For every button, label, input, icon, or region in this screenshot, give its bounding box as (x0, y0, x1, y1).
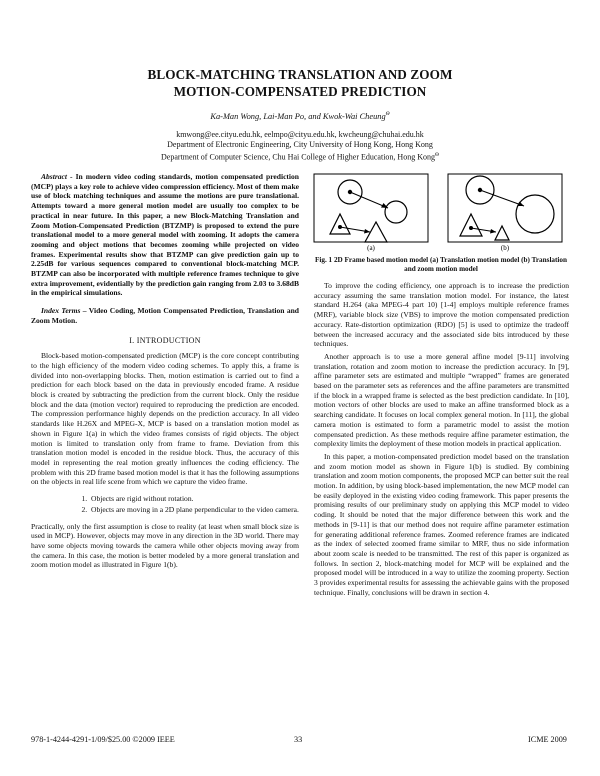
figure-panel-b (448, 174, 562, 252)
index-terms-text: – Video Coding, Motion Compensated Prediction, Translation and Zoom Motion. (31, 306, 299, 325)
footer-conference: ICME 2009 (528, 735, 567, 744)
figure-panel-a (314, 174, 428, 252)
affiliation-2-superscript: Θ (434, 152, 439, 159)
author-names: Ka-Man Wong, Lai-Man Po, and Kwok-Wai Cheung (210, 111, 386, 121)
list-item: 2. Objects are moving in a 2D plane perpendicular to the video camera. (89, 505, 299, 515)
triangle-object-icon (330, 214, 350, 234)
motion-arrow-icon (480, 190, 524, 206)
right-paragraph-2: Another approach is to use a more general affine model [9-11] involving translation, rotation and zoom motion to increase the prediction accuracy. In [9], affine parameter sets are estimated and multiple “wrapped” frames are generated based on the parameter sets as references and the affine parameters are transmitted if the block in a wrapped frame is selected as the best prediction candidate. In [10], motion vectors of other blocks are used to make an affine transformed block as a searching candidate. It focuses on local complex general motion. In [11], the global camera motion is estimated to form a parametric model to assist the motion compensated prediction. As these methods require affine parameter estimation, the complexity limits the deployment of these motion models in practical application. (314, 351, 569, 449)
affiliations (0, 130, 600, 163)
figure-label-a: (a) (367, 244, 375, 252)
figure-caption: Fig. 1 2D Frame based motion model (a) Translation motion model (b) Translation and zoom motion model (314, 256, 568, 273)
title-line-2: MOTION-COMPENSATED PREDICTION (173, 84, 427, 99)
right-column (314, 281, 569, 598)
section-title-cap: I (136, 335, 140, 345)
abstract-heading: Abstract (41, 172, 67, 181)
abstract (31, 172, 299, 298)
left-column (31, 172, 299, 570)
zoomed-circle-object-icon (516, 195, 554, 233)
paper-title (0, 66, 600, 100)
circle-object-icon (385, 201, 407, 223)
author-list (0, 111, 600, 121)
intro-paragraph-2: Practically, only the first assumption is close to reality (at least when small block size is used in MCP). However, objects may move in any direction in the 3D world. There may have some objects moving towards the camera while other objects moving away from the camera. In this case, the motion is better modeled by a more general translation and zoom motion model as illustrated in Figure 1(b). (31, 521, 299, 570)
figure-1-motion-models (310, 170, 572, 252)
affiliation-2 (0, 150, 600, 163)
figure-label-b: (b) (500, 244, 510, 252)
shrunk-triangle-object-icon (495, 226, 509, 240)
title-line-1: BLOCK-MATCHING TRANSLATION AND ZOOM (147, 67, 453, 82)
section-heading-introduction (31, 336, 299, 346)
author-superscript: Θ (385, 111, 390, 117)
triangle-object-icon (460, 214, 482, 236)
section-title-rest: NTRODUCTION (139, 335, 201, 345)
section-numeral: I. (129, 335, 135, 345)
index-terms (31, 306, 299, 325)
affiliation-1: Department of Electronic Engineering, City University of Hong Kong, Hong Kong (167, 140, 433, 150)
arrowhead-icon (364, 229, 370, 234)
abstract-text: - In modern video coding standards, motion compensated prediction (MCP) plays a key role to achieve video compression efficiency. Most of them make use of block matching techniques and assume the motions are pure translational. Attempts toward a more general motion model are usually too complex to be practical in near future. In this paper, a new Block-Matching Translation and Zoom Motion-Compensated Prediction (BTZMP) is proposed to extend the pure translational model to a more general model with zooming. It adopts the camera zooming and object motions that becomes zooming while projected on video frames. Experimental results show that BTZMP can give prediction gain up to 2.25dB for various sequences compared to conventional block-matching MCP. BTZMP can also be incorporated with multiple reference frames technique to give extra improvement, evidentially by the prediction gain ranging from 2.03 to 3.68dB in the empirical simulations. (31, 172, 299, 298)
footer-isbn: 978-1-4244-4291-1/09/$25.00 ©2009 IEEE (31, 735, 175, 744)
page-number: 33 (294, 735, 303, 744)
right-paragraph-1: To improve the coding efficiency, one approach is to increase the prediction accuracy assuming the same translation motion model. For instance, the latest standard H.264 (aka MPEG-4 part 10) [1-4] employs multiple reference frames (MRF), variable block size (VBS) to improve the motion compensated prediction accuracy. Rate-distortion optimization (RDO) [5] is used to optimize the tradeoff between the increased accuracy and the associated side bits introduced by these techniques. (314, 281, 569, 349)
right-paragraph-3: In this paper, a motion-compensated prediction model based on the translation and zoom motion model as shown in Figure 1(b) is studied. By combining translation and zoom motion components, the proposed MCP can better suit the real motion. In addition, by using block-based implementation, the new MCP model can be easily deployed in the existing video coding framework. This paper presents the promising results of our preliminary study on applying this MCP model to video coding. It should be noted that the major difference between this work and the methods in [9-11] is that our method does not require affine parameter estimation for generating additional reference frames. Zoomed reference frames are indicated as the index of selected zoomed frame similar to MRF, thus no side information about zoom scale is needed to be transmitted. The rest of this paper is organized as follows. In section 2, block-matching model for MCP will be explained and the proposed model will be introduced in a way to utilize the zooming property. Section 3 provides experimental results for assessing the achievable gains with the proposed technique. Finally, conclusions will be drawn in section 4. (314, 451, 569, 597)
index-terms-heading: Index Terms (41, 306, 81, 316)
author-emails: kmwong@ee.cityu.edu.hk, eelmpo@cityu.edu.hk, kwcheung@chuhai.edu.hk (176, 130, 424, 139)
arrowhead-icon (490, 229, 496, 234)
intro-paragraph-1: Block-based motion-compensated prediction (MCP) is the core concept contributing to the high efficiency of the modern video coding schemes. To apply this, a frame is divided into non-overlapping blocks. Then, motion estimation is carried out to find a prediction for each block based on the data in previously encoded frame. A residue block is created by subtracting the prediction from the current block. Only the residue block and the data (motion vector) required to reproducing the prediction are encoded. The compression performance highly depends on the prediction accuracy. In all video standards like H.26X and MPEG-X, MCP is based on a translation motion model as shown in Figure 1(a) in which the video frames consists of rigid objects. The object motion is limited to translation only from frame to frame. Deviation from this translation motion model is encoded in the residue block. Thus, the accuracy of this model in representing the real motion greatly influences the coding efficiency. The problem with this 2D frame based motion model is that it has the following assumptions on the objects in real life scene from which we capture the video frame. (31, 351, 299, 487)
list-item: 1. Objects are rigid without rotation. (89, 494, 299, 504)
assumption-list (31, 494, 299, 514)
affiliation-2-text: Department of Computer Science, Chu Hai College of Higher Education, Hong Kong (161, 153, 435, 163)
